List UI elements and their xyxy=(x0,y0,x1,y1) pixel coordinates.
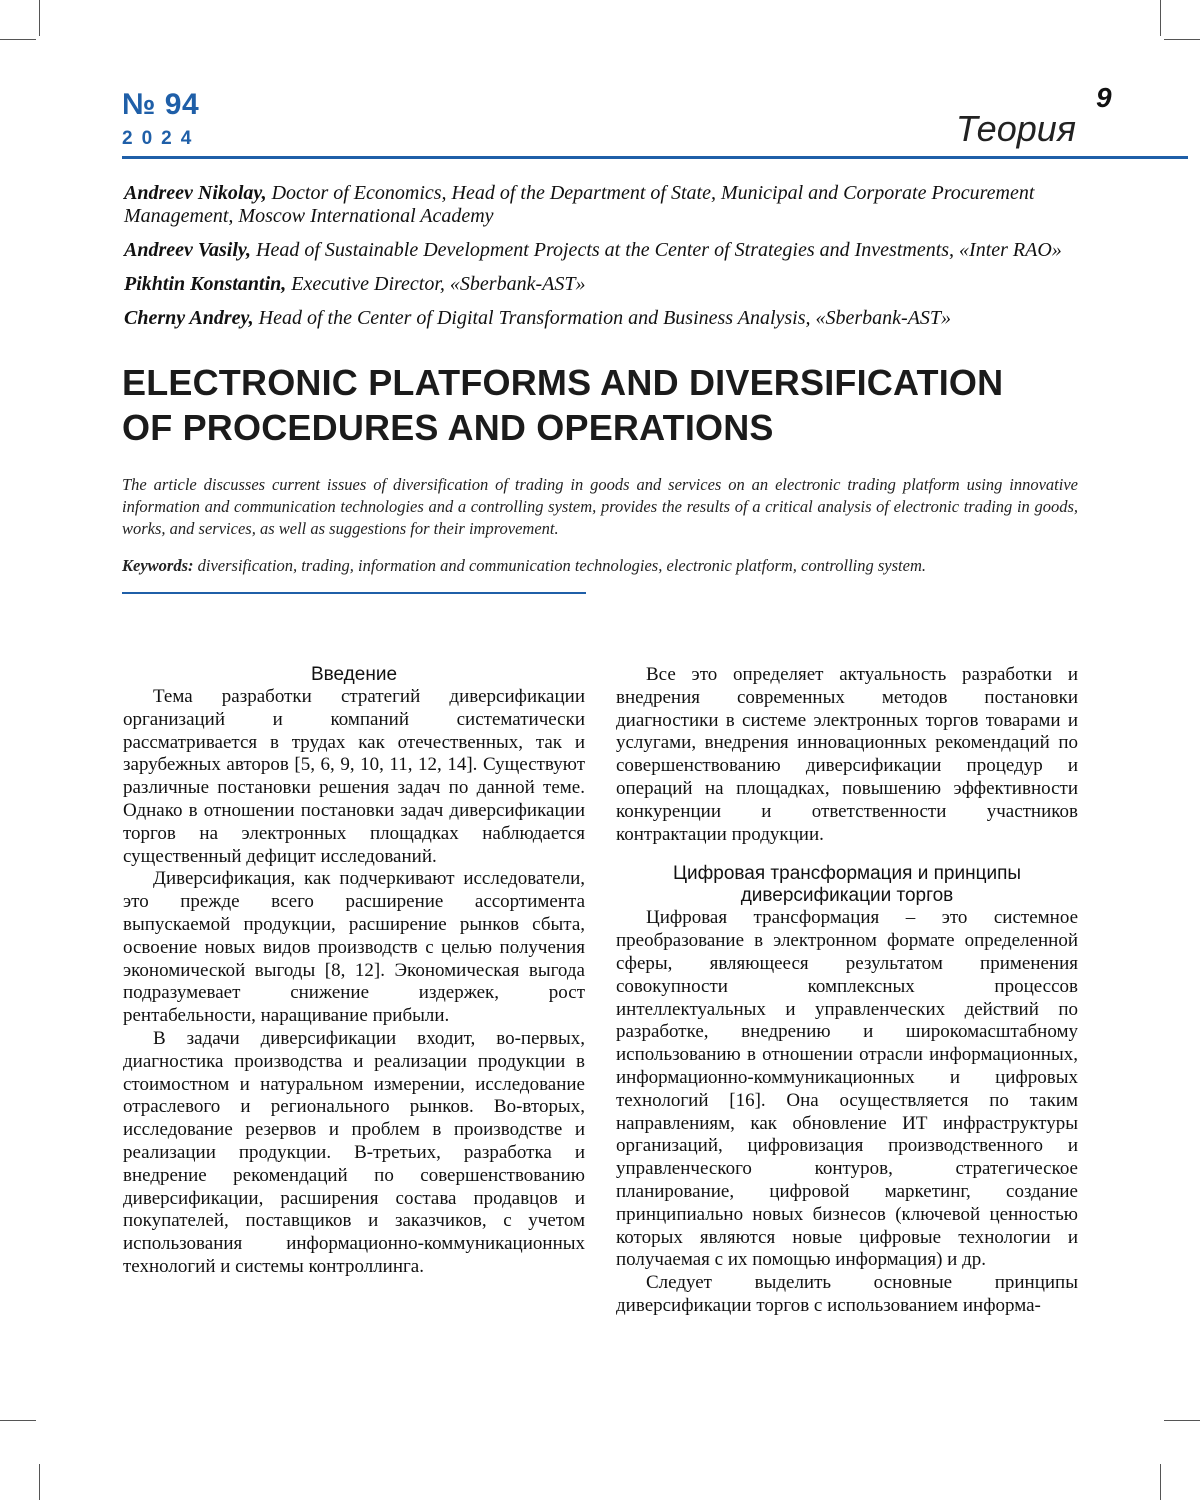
crop-mark xyxy=(1164,1420,1200,1421)
page-number: 9 xyxy=(1096,82,1112,113)
author-entry xyxy=(124,239,1094,262)
keywords-label: Keywords: xyxy=(122,556,194,575)
crop-mark xyxy=(0,1420,36,1421)
body-paragraph: Все это определяет актуальность разработки и внедрения современных методов постановки диагностики в системе электронных торгов товарами и услугами, внедрения инновационных рекомендаций по совершенствованию диверсификации процедур и операций на площадках, повышению эффективности конкуренции и ответственности участников контрактации продукции. xyxy=(616,664,1078,845)
body-paragraph: Следует выделить основные принципы диверсификации торгов с использованием информа- xyxy=(616,1272,1078,1316)
author-name: Andreev Vasily, xyxy=(124,239,252,261)
author-list xyxy=(124,182,1094,341)
article-title-line: ELECTRONIC PLATFORMS AND DIVERSIFICATION xyxy=(122,362,1004,403)
body-paragraph: В задачи диверсификации входит, во-первых, диагностика производства и реализации продукции в стоимостном и натуральном измерении, исследование отраслевого и регионального рынков. Во-вторых, исследование резервов и проблем в производстве и реализации продукции. В-третьих, разработка и внедрение рекомендаций по совершенствованию диверсификации, расширения состава продавцов и покупателей, поставщиков и заказчиков, с учетом использования информационно-коммуникационных технологий и системы контроллинга. xyxy=(123,1027,585,1277)
body-column-left xyxy=(123,664,585,1279)
crop-mark xyxy=(0,39,36,40)
section-heading-line: Цифровая трансформация и принципы xyxy=(672,863,1022,885)
article-title-line: OF PROCEDURES AND OPERATIONS xyxy=(122,407,774,448)
author-name: Pikhtin Konstantin, xyxy=(124,273,287,295)
section-heading xyxy=(616,863,1078,907)
crop-mark xyxy=(1160,0,1161,36)
section-name: Теория xyxy=(955,108,1076,149)
issue-number: № 94 xyxy=(122,88,200,121)
body-column-right xyxy=(616,664,1078,1318)
author-name: Cherny Andrey, xyxy=(124,307,254,329)
header-divider xyxy=(122,156,1188,159)
keywords-text: diversification, trading, information and communication technologies, electronic platform, controlling system. xyxy=(193,556,926,575)
section-heading: Введение xyxy=(310,664,398,685)
body-paragraph: Цифровая трансформация – это системное преобразование в электронном формате определенной сферы, являющееся результатом применения совокупности комплексных процессов интеллектуальных и управленческих действий по разработке, внедрению и широкомасштабному использованию в отношении отрасли информационных, информационно-коммуникационных и цифровых технологий [16]. Она осуществляется по таким направлениям, как обновление ИТ инфраструктуры организаций, цифровизация производственного и управленческого контуров, стратегическое планирование, цифровой маркетинг, создание принципиально новых бизнесов (ключевой ценностью которых являются новые цифровые технологии и получаемая с их помощью информация) и др. xyxy=(616,907,1078,1271)
author-affiliation: Head of the Center of Digital Transformation and Business Analysis, «Sberbank-AST» xyxy=(253,307,952,329)
author-affiliation: Doctor of Economics, Head of the Department of State, Municipal and Corporate Procurement Management, Moscow International Academy xyxy=(124,182,1035,227)
author-affiliation: Head of Sustainable Development Projects at the Center of Strategies and Investments, «Inter RAO» xyxy=(251,239,1062,261)
author-entry xyxy=(124,182,1094,228)
article-title xyxy=(122,360,1082,450)
crop-mark xyxy=(39,0,40,36)
abstract: The article discusses current issues of diversification of trading in goods and services on an electronic trading platform using innovative information and communication technologies and a controlling system, provides the results of a critical analysis of electronic trading in goods, works, and services, as well as suggestions for their improvement. xyxy=(122,475,1078,538)
author-entry xyxy=(124,273,1094,296)
crop-mark xyxy=(39,1464,40,1500)
issue-year: 2024 xyxy=(122,128,201,149)
author-entry xyxy=(124,307,1094,330)
keywords xyxy=(122,555,1078,577)
section-heading-line: диверсификации торгов xyxy=(740,885,954,907)
author-affiliation: Executive Director, «Sberbank-AST» xyxy=(286,273,586,295)
author-name: Andreev Nikolay, xyxy=(124,182,267,204)
crop-mark xyxy=(1160,1464,1161,1500)
abstract-divider xyxy=(122,592,586,594)
body-paragraph: Тема разработки стратегий диверсификации организаций и компаний систематически рассматривается в трудах как отечественных, так и зарубежных авторов [5, 6, 9, 10, 11, 12, 14]. Существуют различные постановки решения задач по данной теме. Однако в отношении постановки задач диверсификации торгов на электронных площадках наблюдается существенный дефицит исследований. xyxy=(123,686,585,867)
body-paragraph: Диверсификация, как подчеркивают исследователи, это прежде всего расширение ассортимента выпускаемой продукции, расширение рынков сбыта, освоение новых видов производств с целью получения экономической выгоды [8, 12]. Экономическая выгода подразумевает снижение издержек, рост рентабельности, наращивание прибыли. xyxy=(123,868,585,1027)
crop-mark xyxy=(1164,39,1200,40)
